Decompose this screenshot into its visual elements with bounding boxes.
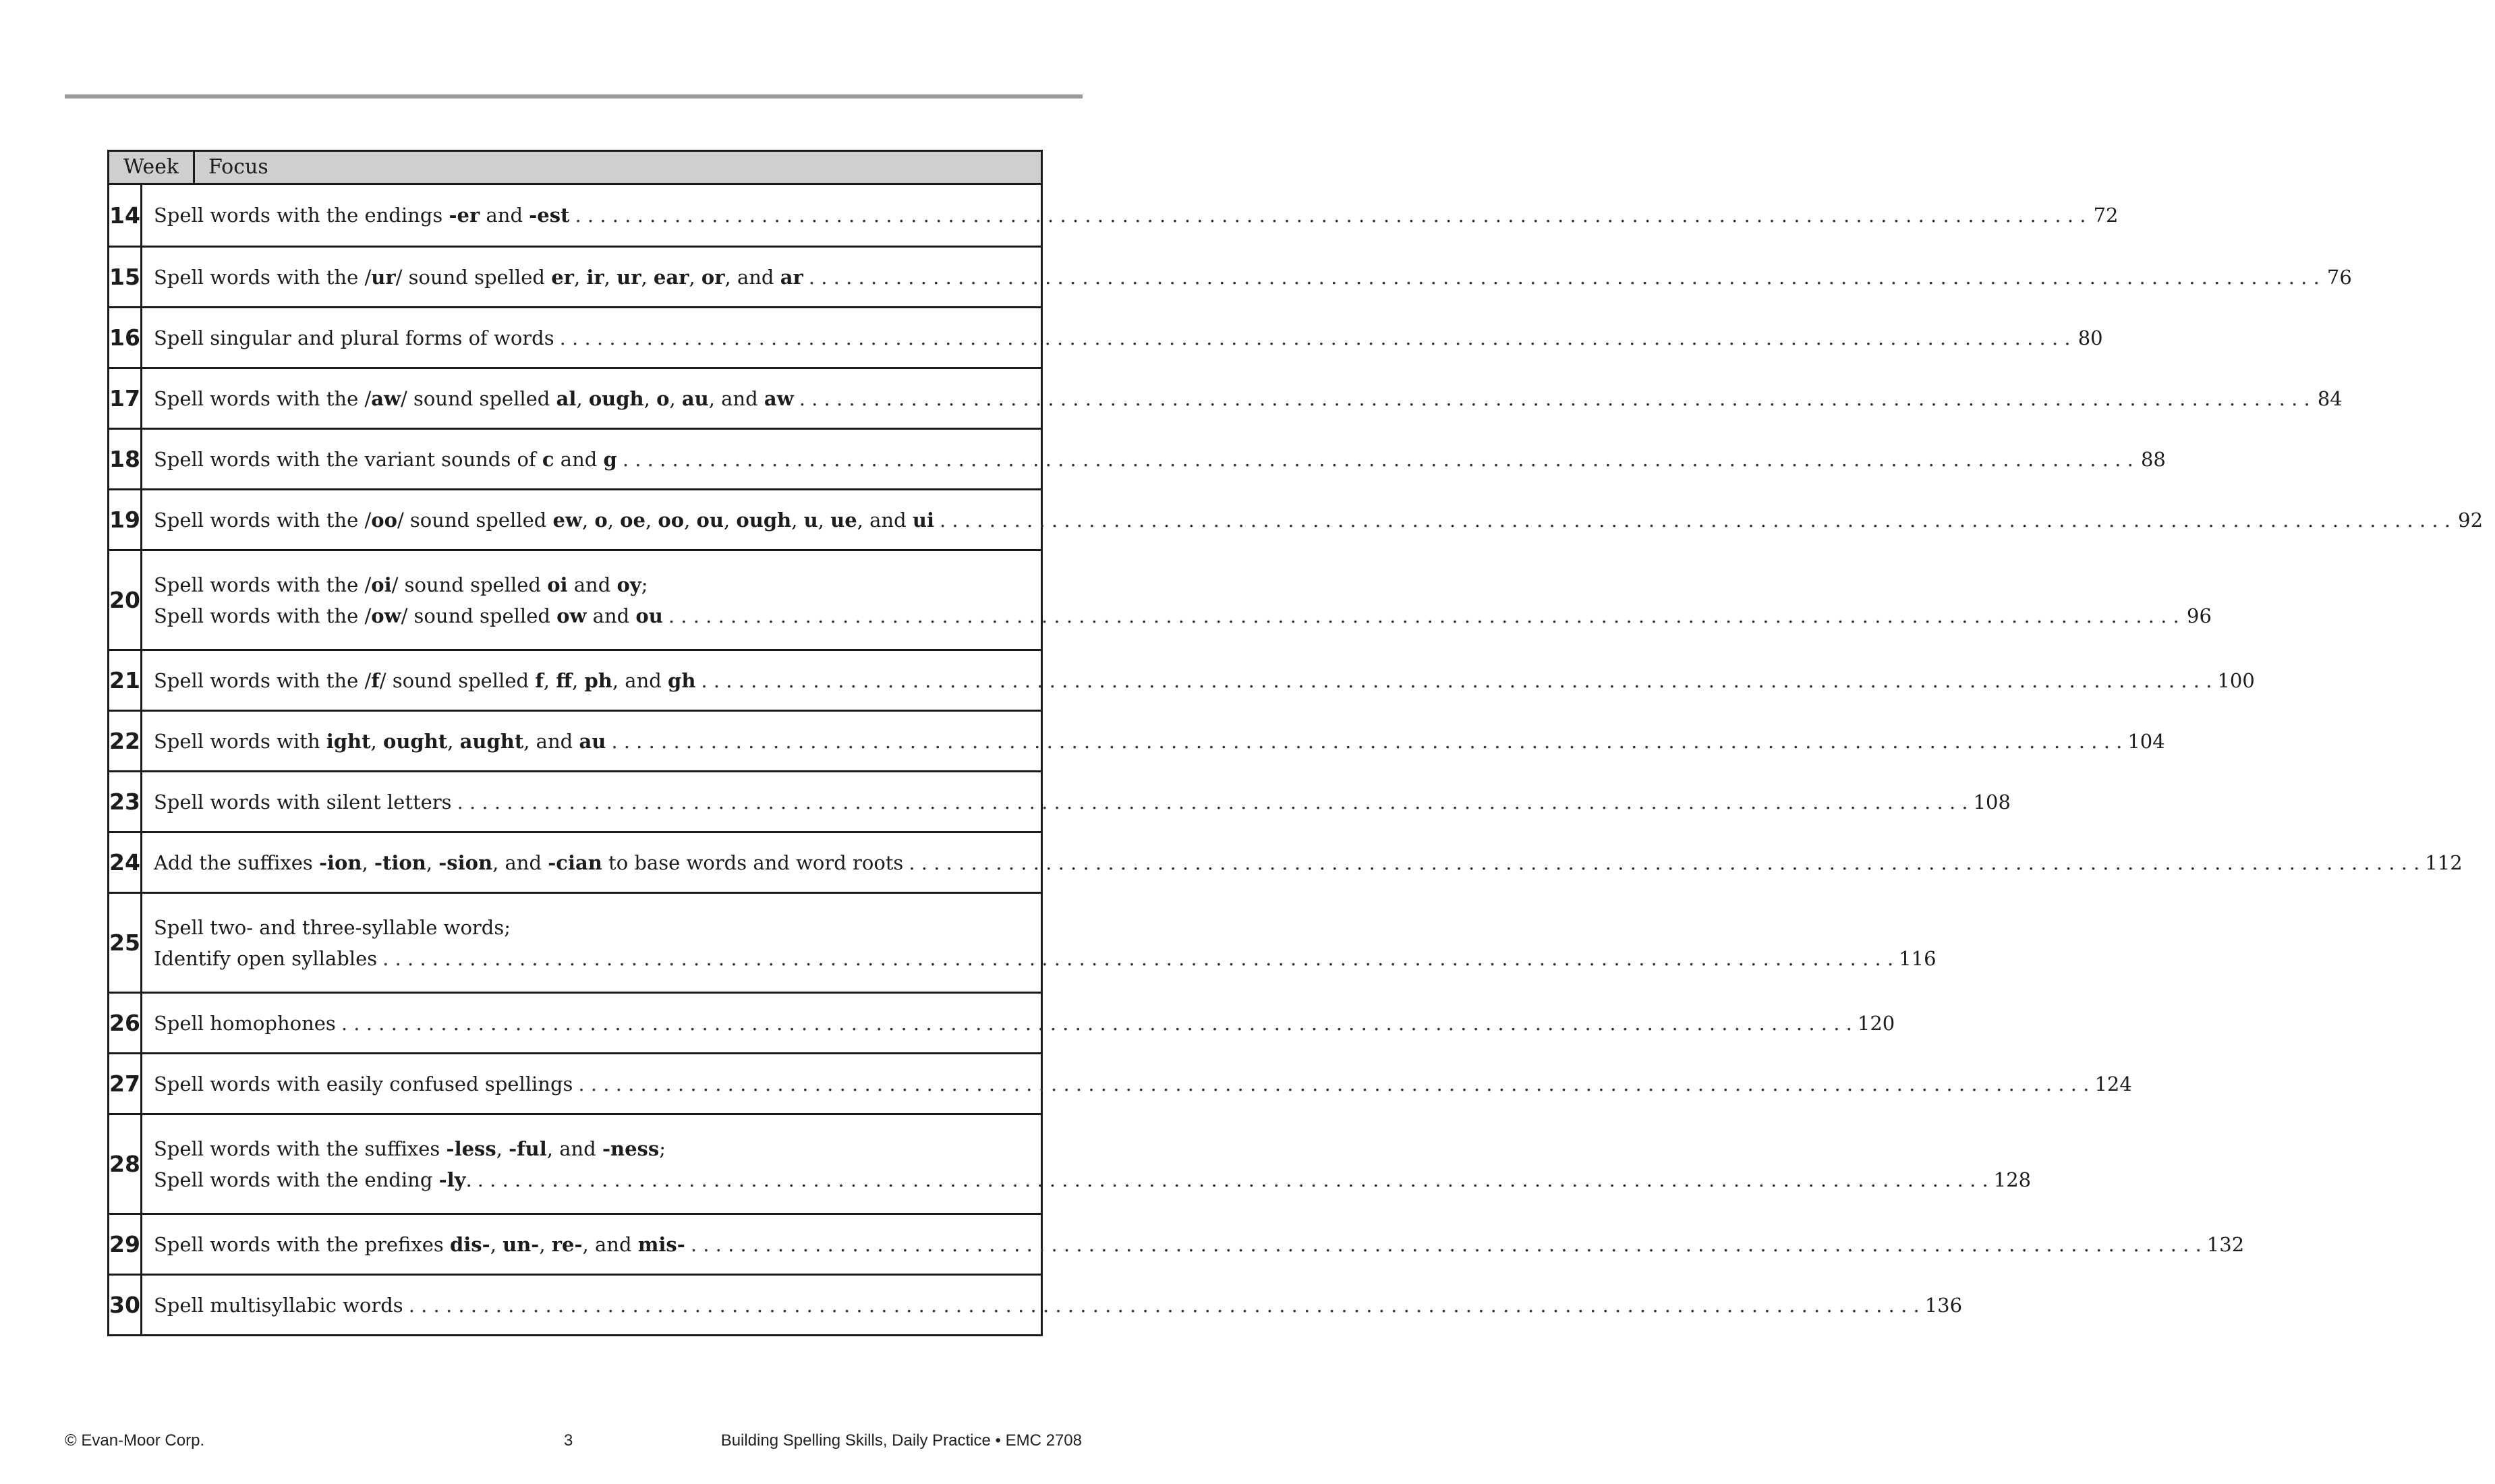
page-number: 100 — [2217, 668, 2255, 692]
focus-text: Spell words with the ending — [153, 1168, 439, 1191]
focus-text: , — [645, 508, 658, 532]
focus-text: Spell words with the prefixes — [153, 1232, 451, 1256]
focus-text: Spell words with the / — [153, 387, 372, 410]
focus-cell — [142, 1115, 2043, 1213]
focus-cell — [142, 490, 2495, 549]
table-row — [109, 488, 2484, 549]
focus-text: ew — [552, 508, 582, 532]
focus-text: . — [465, 1168, 472, 1191]
focus-text: Spell words with easily confused spellings — [153, 1072, 573, 1095]
focus-text: oi — [371, 573, 392, 596]
focus-text: , — [573, 265, 587, 289]
focus-line — [154, 383, 2343, 414]
focus-text: , — [572, 668, 585, 692]
focus-text: -ness — [602, 1137, 660, 1160]
focus-text: to base words and word roots — [602, 851, 904, 874]
focus-text: Spell words with — [153, 729, 326, 753]
page-number: 84 — [2317, 387, 2343, 410]
focus-text: -sion — [438, 851, 493, 874]
focus-text: ue — [830, 508, 857, 532]
focus-text: and — [586, 604, 636, 627]
table-row — [109, 649, 2255, 710]
focus-text: ir — [586, 265, 604, 289]
focus-cell — [142, 1215, 2256, 1274]
focus-text: , — [684, 508, 697, 532]
focus-text: ar — [780, 265, 803, 289]
focus-text: , — [576, 387, 589, 410]
focus-cell — [142, 430, 2178, 488]
focus-text: ou — [635, 604, 663, 627]
week-number: 20 — [109, 551, 142, 649]
focus-text: oo — [658, 508, 685, 532]
page-number: 76 — [2326, 265, 2352, 289]
focus-text: -est — [529, 204, 570, 227]
table-row — [109, 892, 1937, 992]
page-number: 96 — [2187, 604, 2212, 627]
focus-text: Spell words with the variant sounds of — [153, 447, 542, 471]
focus-text: oy — [616, 573, 641, 596]
focus-text: ur — [616, 265, 641, 289]
focus-text: ff — [556, 668, 573, 692]
dot-leader — [909, 847, 2419, 878]
page-number: 136 — [1924, 1293, 1963, 1317]
focus-line — [154, 1068, 2132, 1100]
page-number: 124 — [2094, 1072, 2132, 1095]
focus-text: Spell words with silent letters — [153, 790, 452, 814]
week-number: 27 — [109, 1054, 142, 1113]
focus-text: ought — [382, 729, 448, 753]
focus-text: , and — [546, 1137, 602, 1160]
focus-line — [154, 726, 2165, 757]
focus-text: , — [641, 265, 654, 289]
table-row — [109, 367, 2343, 428]
focus-text: , and — [708, 387, 764, 410]
focus-text: ow — [556, 604, 587, 627]
week-number: 22 — [109, 712, 142, 770]
focus-text: re- — [551, 1232, 583, 1256]
focus-text: , — [543, 668, 556, 692]
focus-text: ou — [696, 508, 724, 532]
page-number: 132 — [2206, 1232, 2245, 1256]
table-row — [109, 1274, 1963, 1334]
week-number: 21 — [109, 651, 142, 710]
top-rule — [65, 94, 1083, 98]
focus-text: -er — [449, 204, 480, 227]
page-number: 128 — [1993, 1168, 2032, 1191]
focus-text: and — [554, 447, 604, 471]
week-number: 24 — [109, 833, 142, 892]
week-number: 18 — [109, 430, 142, 488]
dot-leader — [668, 600, 2179, 631]
footer-book-title: Building Spelling Skills, Daily Practice • EMC 2708 — [720, 1431, 1082, 1450]
focus-text: ow — [371, 604, 401, 627]
week-number: 17 — [109, 369, 142, 428]
focus-text: / sound spelled — [395, 265, 552, 289]
page-number: 116 — [1899, 946, 1937, 970]
focus-text: Spell words with the endings — [153, 204, 449, 227]
focus-line — [154, 600, 2212, 631]
focus-text: / sound spelled — [397, 508, 553, 532]
dot-leader — [575, 200, 2086, 231]
header-week: Week — [109, 152, 195, 183]
focus-text: ui — [912, 508, 934, 532]
focus-text: ear — [653, 265, 689, 289]
focus-line — [154, 912, 1937, 943]
focus-cell — [142, 308, 2115, 367]
focus-text: au — [579, 729, 606, 753]
focus-line — [154, 1229, 2244, 1260]
focus-text: , — [581, 508, 595, 532]
focus-line — [154, 787, 2011, 818]
focus-text: Spell words with the / — [153, 604, 372, 627]
focus-text: oo — [371, 508, 397, 532]
week-number: 26 — [109, 994, 142, 1052]
focus-text: ight — [326, 729, 371, 753]
focus-text: , — [362, 851, 374, 874]
week-number: 25 — [109, 894, 142, 992]
focus-text: gh — [668, 668, 696, 692]
focus-text: -ion — [319, 851, 362, 874]
focus-text: , — [689, 265, 701, 289]
focus-text: aw — [764, 387, 794, 410]
focus-cell — [142, 551, 2224, 649]
footer-copyright: © Evan-Moor Corp. — [65, 1431, 205, 1450]
focus-line — [154, 569, 2212, 600]
focus-cell — [142, 248, 2364, 306]
week-number: 16 — [109, 308, 142, 367]
table-row — [109, 710, 2165, 770]
contents-table — [107, 150, 2484, 1336]
focus-text: , — [370, 729, 383, 753]
table-row — [109, 428, 2166, 488]
focus-cell — [142, 833, 2475, 892]
focus-cell — [142, 712, 2177, 770]
focus-text: mis- — [637, 1232, 685, 1256]
page-number: 88 — [2140, 447, 2166, 471]
focus-line — [154, 1133, 2031, 1164]
page-number: 72 — [2093, 204, 2119, 227]
focus-line — [154, 505, 2483, 536]
table-row — [109, 1113, 2032, 1213]
focus-text: Spell words with the / — [153, 573, 372, 596]
focus-text: Spell words with the suffixes — [153, 1137, 447, 1160]
focus-cell — [142, 772, 2023, 831]
dot-leader — [809, 262, 2320, 293]
focus-line — [154, 200, 2119, 231]
focus-text: Spell homophones — [153, 1011, 336, 1035]
focus-text: ; — [659, 1137, 666, 1160]
focus-text: Identify open syllables — [153, 946, 378, 970]
focus-text: o — [594, 508, 608, 532]
focus-text: , and — [523, 729, 579, 753]
focus-line — [154, 1290, 1962, 1321]
focus-text: , — [490, 1232, 503, 1256]
focus-text: / sound spelled — [391, 573, 548, 596]
focus-text: Spell singular and plural forms of words — [153, 326, 554, 349]
focus-text: ough — [588, 387, 644, 410]
focus-line — [154, 444, 2166, 475]
focus-line — [154, 262, 2352, 293]
table-header — [109, 152, 1041, 185]
dot-leader — [623, 444, 2133, 475]
focus-text: -less — [446, 1137, 496, 1160]
table-row — [109, 549, 2212, 649]
focus-text: ; — [641, 573, 648, 596]
focus-text: f — [535, 668, 544, 692]
focus-text: u — [803, 508, 818, 532]
page-number: 112 — [2425, 851, 2463, 874]
focus-text: Add the suffixes — [153, 851, 319, 874]
focus-text: / sound spelled — [401, 387, 556, 410]
table-row — [109, 306, 2103, 367]
focus-cell — [142, 651, 2267, 710]
table-row — [109, 1213, 2245, 1274]
dot-leader — [457, 787, 1968, 818]
focus-text: , — [496, 1137, 509, 1160]
page-number: 104 — [2127, 729, 2165, 753]
focus-text: er — [551, 265, 574, 289]
focus-line — [154, 1164, 2031, 1195]
page-number: 92 — [2458, 508, 2484, 532]
focus-cell — [142, 994, 1907, 1052]
focus-text: Spell two- and three-syllable words; — [153, 915, 511, 939]
focus-text: / sound spelled — [379, 668, 536, 692]
table-row — [109, 992, 1895, 1052]
focus-text: / sound spelled — [401, 604, 557, 627]
focus-text: , and — [724, 265, 780, 289]
dot-leader — [611, 726, 2122, 757]
focus-text: -ful — [509, 1137, 547, 1160]
focus-text: -cian — [548, 851, 602, 874]
focus-text: and — [480, 204, 529, 227]
focus-text: , — [643, 387, 657, 410]
focus-text: Spell words with the / — [153, 265, 372, 289]
table-row — [109, 831, 2463, 892]
week-number: 19 — [109, 490, 142, 549]
focus-text: , — [607, 508, 621, 532]
focus-line — [154, 665, 2255, 696]
dot-leader — [799, 383, 2310, 414]
focus-cell — [142, 1276, 1974, 1334]
focus-text: c — [542, 447, 554, 471]
table-row — [109, 246, 2352, 306]
footer-page-number: 3 — [564, 1431, 573, 1450]
focus-text: , and — [857, 508, 913, 532]
focus-text: , — [791, 508, 804, 532]
table-row — [109, 185, 2119, 246]
focus-text: o — [656, 387, 670, 410]
focus-text: ph — [584, 668, 612, 692]
dot-leader — [382, 943, 1893, 974]
week-number: 30 — [109, 1276, 142, 1334]
focus-text: dis- — [450, 1232, 490, 1256]
focus-cell — [142, 894, 1949, 992]
focus-text: Spell words with the / — [153, 508, 372, 532]
table-body — [109, 185, 2484, 1334]
focus-cell — [142, 369, 2355, 428]
focus-text: oi — [547, 573, 568, 596]
focus-text: and — [567, 573, 617, 596]
header-focus: Focus — [208, 155, 268, 179]
focus-text: , and — [582, 1232, 638, 1256]
focus-line — [154, 1008, 1895, 1039]
focus-text: aw — [371, 387, 401, 410]
focus-text: g — [603, 447, 617, 471]
focus-text: , — [604, 265, 617, 289]
focus-text: au — [681, 387, 709, 410]
week-number: 15 — [109, 248, 142, 306]
focus-line — [154, 847, 2463, 878]
focus-line — [154, 322, 2103, 353]
page-number: 108 — [1973, 790, 2011, 814]
focus-text: , — [539, 1232, 552, 1256]
dot-leader — [409, 1290, 1920, 1321]
dot-leader — [691, 1229, 2202, 1260]
focus-text: oe — [620, 508, 646, 532]
focus-text: ough — [736, 508, 792, 532]
focus-text: -tion — [374, 851, 426, 874]
week-number: 28 — [109, 1115, 142, 1213]
week-number: 29 — [109, 1215, 142, 1274]
dot-leader — [578, 1068, 2089, 1100]
dot-leader — [478, 1164, 1988, 1195]
focus-text: Spell multisyllabic words — [153, 1293, 403, 1317]
focus-text: , — [426, 851, 439, 874]
page-number: 80 — [2077, 326, 2103, 349]
dot-leader — [560, 322, 2071, 353]
week-number: 23 — [109, 772, 142, 831]
focus-text: , — [818, 508, 831, 532]
focus-line — [154, 943, 1937, 974]
focus-text: al — [556, 387, 577, 410]
dot-leader — [940, 505, 2450, 536]
focus-text: , and — [492, 851, 548, 874]
focus-text: aught — [459, 729, 524, 753]
focus-text: Spell words with the / — [153, 668, 372, 692]
focus-text: , — [669, 387, 682, 410]
focus-text: , — [723, 508, 737, 532]
focus-text: f — [371, 668, 380, 692]
focus-text: , — [447, 729, 460, 753]
table-row — [109, 770, 2011, 831]
focus-text: ur — [371, 265, 396, 289]
focus-text: , and — [612, 668, 668, 692]
focus-text: or — [701, 265, 725, 289]
week-number: 14 — [109, 185, 142, 246]
table-row — [109, 1052, 2132, 1113]
focus-cell — [142, 1054, 2144, 1113]
focus-text: -ly — [438, 1168, 466, 1191]
focus-cell — [142, 185, 2131, 246]
dot-leader — [341, 1008, 1852, 1039]
dot-leader — [701, 665, 2212, 696]
focus-text: un- — [503, 1232, 540, 1256]
page-number: 120 — [1857, 1011, 1895, 1035]
